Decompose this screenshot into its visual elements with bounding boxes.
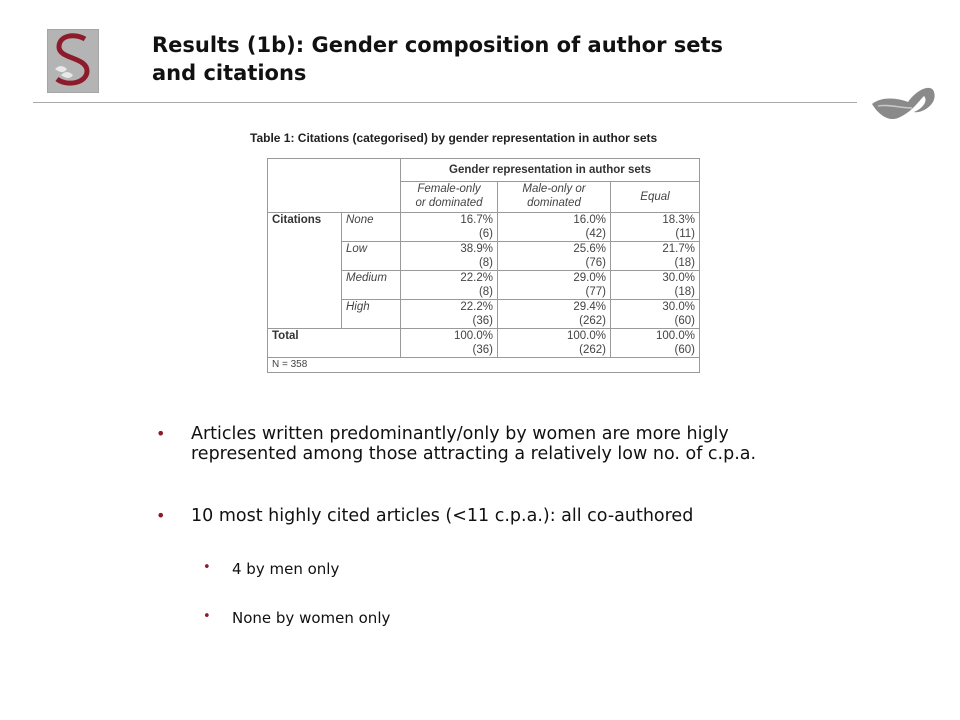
cell-count: (77): [585, 286, 606, 298]
cell-count: (262): [579, 315, 606, 327]
cell-percent: 30.0%: [662, 272, 695, 284]
bullet-text-line: represented among those attracting a relatively low no. of c.p.a.: [191, 444, 757, 464]
sub-bullet-item: 4 by men only: [232, 560, 340, 578]
column-header-equal: Equal: [611, 182, 700, 213]
table-cell: [611, 213, 700, 242]
cell-count: (11): [675, 228, 695, 240]
table-cell: [401, 300, 498, 329]
total-label: Total: [268, 329, 401, 358]
row-category: High: [342, 300, 401, 329]
table-total-row: [268, 329, 700, 358]
column-header-female-line2: or dominated: [415, 197, 483, 209]
table-caption: Table 1: Citations (categorised) by gender representation in author sets: [250, 131, 658, 145]
table-cell: [611, 271, 700, 300]
bullet-marker: •: [156, 506, 166, 525]
table-cell: [498, 271, 611, 300]
cell-count: (36): [472, 344, 493, 356]
table-cell: [498, 300, 611, 329]
table-group-header: Gender representation in author sets: [401, 159, 700, 182]
cell-count: (60): [674, 344, 695, 356]
cell-percent: 18.3%: [662, 214, 695, 226]
cell-count: (60): [674, 315, 695, 327]
slide-title-line-1: Results (1b): Gender composition of author sets: [152, 33, 724, 57]
bullet-marker: •: [156, 424, 166, 443]
bullet-item: 10 most highly cited articles (<11 c.p.a.): all co-authored: [191, 506, 694, 526]
column-header-male: [498, 182, 611, 213]
cell-count: (262): [579, 344, 606, 356]
table-corner-cell: [268, 182, 401, 213]
table-corner-cell: [268, 159, 401, 182]
cell-percent: 30.0%: [662, 301, 695, 313]
table-cell: [498, 329, 611, 358]
slide-title: [152, 31, 832, 87]
column-header-male-line2: dominated: [527, 197, 581, 209]
citations-table: [267, 158, 700, 373]
cell-percent: 29.0%: [573, 272, 606, 284]
cell-percent: 38.9%: [460, 243, 493, 255]
cell-count: (8): [478, 286, 493, 298]
table-note-row: [268, 358, 700, 373]
cell-count: (18): [674, 257, 695, 269]
sub-bullet-item: None by women only: [232, 609, 391, 627]
cell-percent: 100.0%: [453, 330, 493, 342]
cell-percent: 25.6%: [573, 243, 606, 255]
table-cell: [611, 300, 700, 329]
cell-count: (18): [674, 286, 695, 298]
slide-title-line-2: and citations: [152, 61, 307, 85]
cell-percent: 29.4%: [573, 301, 606, 313]
bullet-item: [191, 424, 831, 464]
cell-count: (6): [478, 228, 493, 240]
table-cell: [401, 242, 498, 271]
table-cell: [498, 242, 611, 271]
sub-bullet-marker: •: [203, 560, 211, 575]
title-divider: [33, 102, 857, 103]
university-crest-icon: [47, 29, 99, 93]
table-cell: [611, 329, 700, 358]
row-group-label: Citations: [268, 213, 342, 329]
row-category: None: [342, 213, 401, 242]
cell-percent: 16.0%: [573, 214, 606, 226]
column-header-female-line1: Female-only: [417, 183, 481, 195]
table-row: [268, 213, 700, 242]
sample-size-note: N = 358: [268, 358, 700, 373]
row-category: Low: [342, 242, 401, 271]
row-category: Medium: [342, 271, 401, 300]
cell-count: (8): [478, 257, 493, 269]
cell-percent: 100.0%: [655, 330, 695, 342]
table-cell: [401, 329, 498, 358]
cell-percent: 22.2%: [460, 301, 493, 313]
column-header-female: [401, 182, 498, 213]
cell-count: (76): [585, 257, 606, 269]
sub-bullet-marker: •: [203, 609, 211, 624]
table-header-row: [268, 159, 700, 182]
table-cell: [498, 213, 611, 242]
table-cell: [401, 271, 498, 300]
cell-percent: 21.7%: [662, 243, 695, 255]
column-header-male-line1: Male-only or: [522, 183, 586, 195]
cell-percent: 22.2%: [460, 272, 493, 284]
cell-percent: 100.0%: [566, 330, 606, 342]
feather-swirl-icon: [868, 78, 940, 130]
bullet-text-line: Articles written predominantly/only by women are more higly: [191, 424, 729, 444]
cell-count: (36): [472, 315, 493, 327]
table-cell: [611, 242, 700, 271]
cell-percent: 16.7%: [460, 214, 493, 226]
table-subheader-row: [268, 182, 700, 213]
cell-count: (42): [585, 228, 606, 240]
table-cell: [401, 213, 498, 242]
